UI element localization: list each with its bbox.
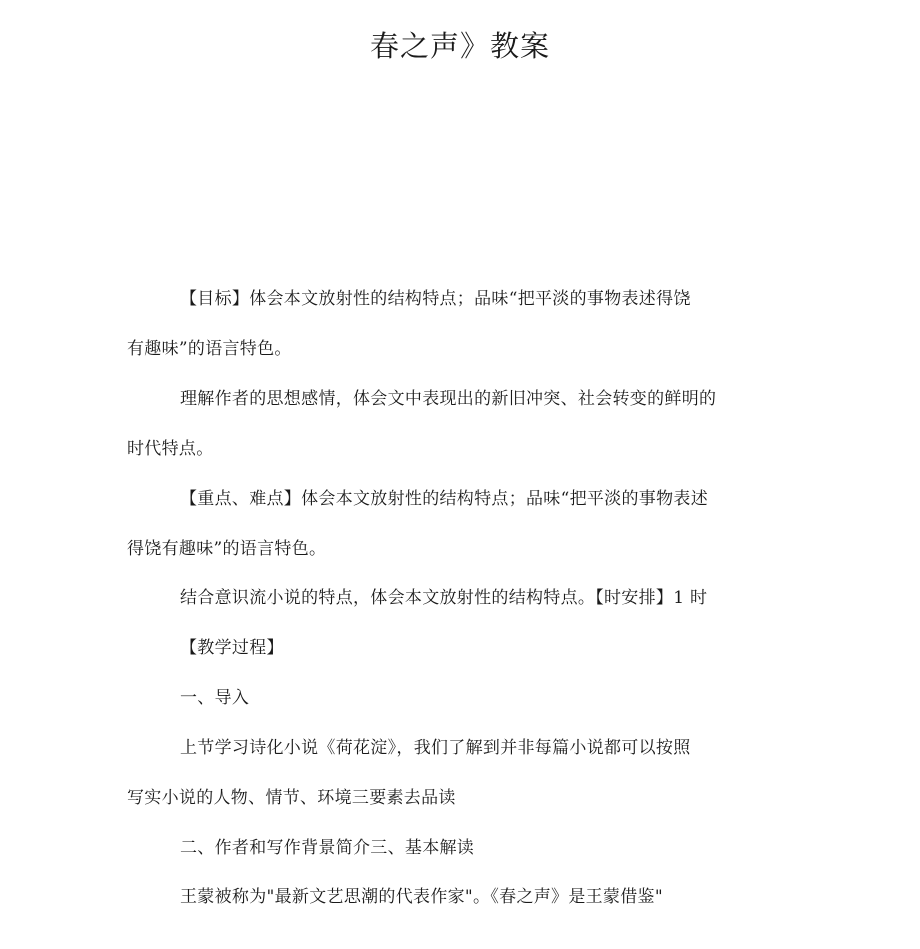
goal-line-1: 【目标】体会本文放射性的结构特点；品味“把平淡的事物表述得饶 <box>180 289 691 309</box>
intro-line-2: 写实小说的人物、情节、环境三要素去品读 <box>127 788 456 808</box>
key-points-line-1: 【重点、难点】体会本文放射性的结构特点；品味“把平淡的事物表述 <box>180 489 708 509</box>
intro-line-1: 上节学习诗化小说《荷花淀》，我们了解到并非每篇小说都可以按照 <box>180 738 691 758</box>
goal-line-2: 有趣味”的语言特色。 <box>127 339 292 359</box>
goal-line-3: 理解作者的思想感情，体会文中表现出的新旧冲突、社会转变的鲜明的 <box>180 389 717 409</box>
key-points-line-3: 结合意识流小说的特点，体会本文放射性的结构特点。【时安排】1 时 <box>180 588 708 608</box>
key-points-line-2: 得饶有趣味”的语言特色。 <box>127 539 327 559</box>
goal-line-4: 时代特点。 <box>127 439 214 459</box>
process-heading: 【教学过程】 <box>180 638 284 658</box>
section-intro-heading: 一、导入 <box>180 688 250 708</box>
document-title: 春之声》教案 <box>369 29 550 63</box>
reading-line-1: 王蒙被称为"最新文艺思潮的代表作家"。《春之声》是王蒙借鉴" <box>180 887 663 907</box>
section-author-heading: 二、作者和写作背景简介三、基本解读 <box>180 838 475 858</box>
